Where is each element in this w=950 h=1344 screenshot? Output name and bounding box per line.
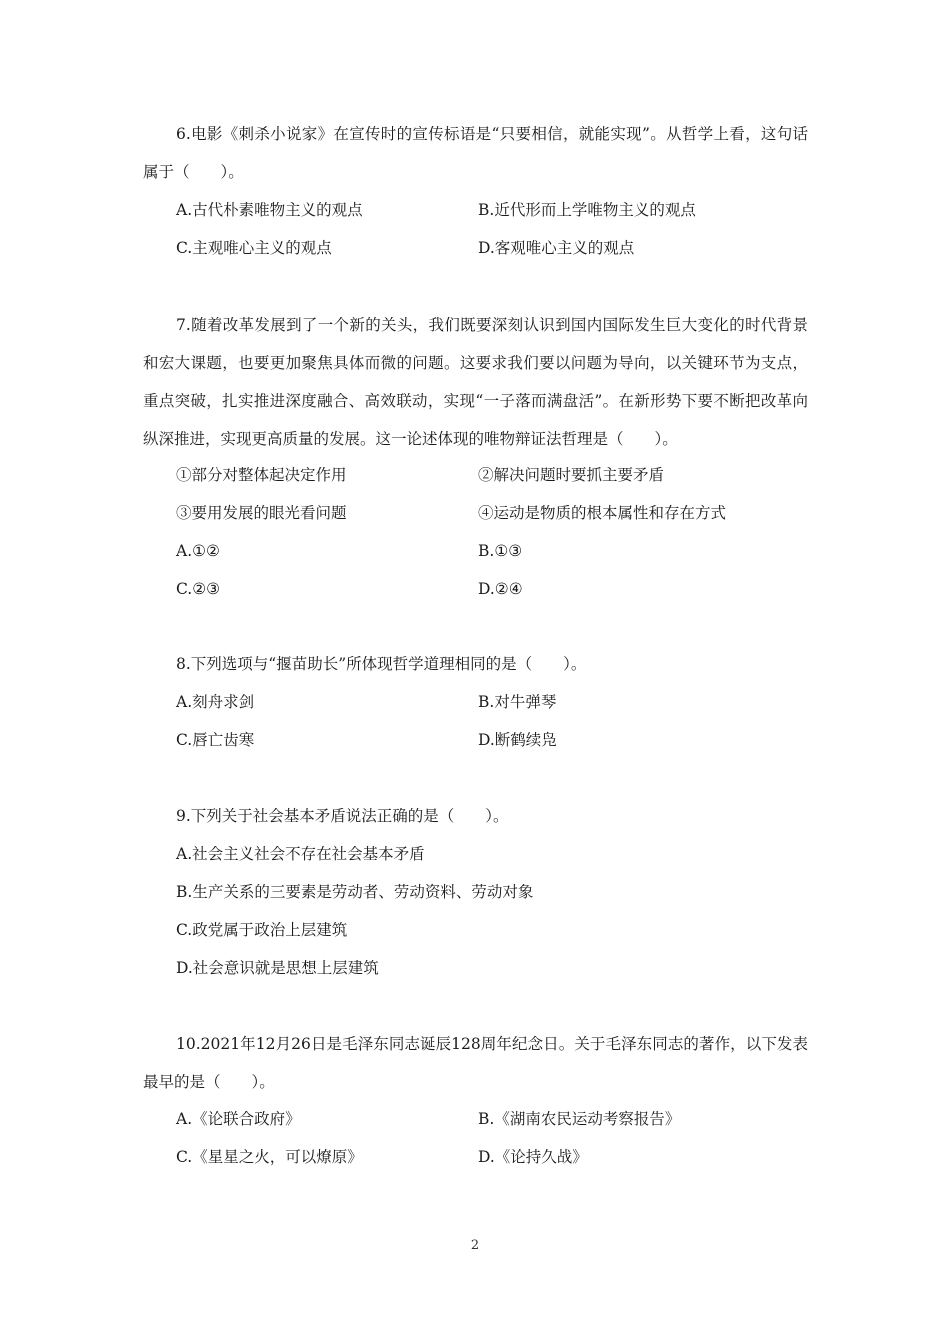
question-7-statement-2: ②解决问题时要抓主要矛盾	[478, 466, 665, 484]
question-8-option-a: A.刻舟求剑	[176, 693, 255, 711]
question-10-stem: 10.2021年12月26日是毛泽东同志诞辰128周年纪念日。关于毛泽东同志的著作，以下发表最早的是（ ）。	[143, 1035, 808, 1091]
question-8-option-c: C.唇亡齿寒	[176, 731, 255, 749]
question-6-option-c: C.主观唯心主义的观点	[176, 239, 332, 257]
question-9-option-a: A.社会主义社会不存在社会基本矛盾	[176, 845, 425, 863]
question-10-option-b: B.《湖南农民运动考察报告》	[478, 1110, 681, 1128]
question-7-stem: 7.随着改革发展到了一个新的关头，我们既要深刻认识到国内国际发生巨大变化的时代背景和宏大课题，也要更加聚焦具体而微的问题。这要求我们要以问题为导向，以关键环节为支点，重点突破，扎实推进深度融合、高效联动，实现“一子落而满盘活”。在新形势下要不断把改革向纵深推进，实现更高质量的发展。这一论述体现的唯物辩证法哲理是（ ）。	[143, 316, 808, 448]
question-9-option-b: B.生产关系的三要素是劳动者、劳动资料、劳动对象	[176, 883, 534, 901]
question-6-option-d: D.客观唯心主义的观点	[478, 239, 635, 257]
question-10-option-a: A.《论联合政府》	[176, 1110, 301, 1128]
question-8-option-b: B.对牛弹琴	[478, 693, 557, 711]
page-number: 2	[470, 1238, 480, 1253]
question-6-option-a: A.古代朴素唯物主义的观点	[176, 201, 363, 219]
question-10-option-c: C.《星星之火，可以燎原》	[176, 1148, 363, 1166]
question-7-statement-1: ①部分对整体起决定作用	[176, 466, 347, 484]
question-8-option-d: D.断鹤续凫	[478, 731, 557, 749]
question-10-option-d: D.《论持久战》	[478, 1148, 588, 1166]
question-7-option-b: B.①③	[478, 542, 523, 560]
question-9-option-d: D.社会意识就是思想上层建筑	[176, 959, 379, 977]
question-7-option-c: C.②③	[176, 580, 221, 598]
question-8-stem: 8.下列选项与“揠苗助长”所体现哲学道理相同的是（ ）。	[176, 655, 587, 673]
question-6-stem: 6.电影《刺杀小说家》在宣传时的宣传标语是“只要相信，就能实现”。从哲学上看，这句话属于（ ）。	[143, 125, 808, 181]
question-7-statement-3: ③要用发展的眼光看问题	[176, 504, 347, 522]
question-7-option-a: A.①②	[176, 542, 220, 560]
question-9-stem: 9.下列关于社会基本矛盾说法正确的是（ ）。	[176, 807, 509, 825]
question-7-statement-4: ④运动是物质的根本属性和存在方式	[478, 504, 727, 522]
question-7-option-d: D.②④	[478, 580, 523, 598]
question-6-option-b: B.近代形而上学唯物主义的观点	[478, 201, 696, 219]
question-9-option-c: C.政党属于政治上层建筑	[176, 921, 348, 939]
